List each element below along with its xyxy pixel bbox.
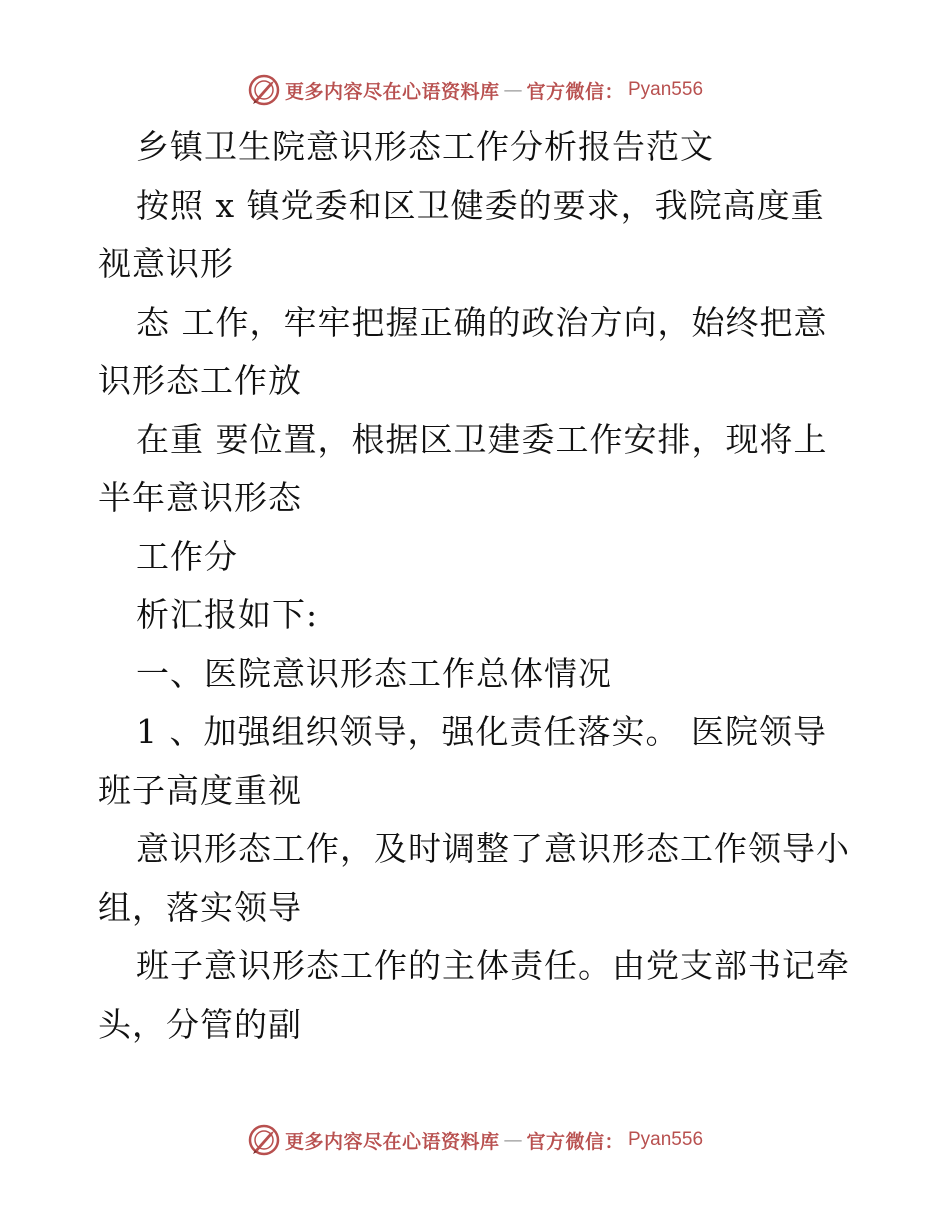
- paragraph-line: 按照 x 镇党委和区卫健委的要求，我院高度重: [136, 185, 825, 225]
- watermark-label: 官方微信：: [526, 1130, 624, 1153]
- document-title: 乡镇卫生院意识形态工作分析报告范文: [136, 127, 714, 166]
- watermark-id: Pyan556: [628, 1129, 704, 1150]
- paragraph-line: 意识形态工作，及时调整了意识形态工作领导小: [136, 829, 850, 868]
- watermark-label: 官方微信：: [526, 80, 624, 103]
- paragraph-line: 态 工作，牢牢把握正确的政治方向，始终把意: [136, 302, 828, 342]
- watermark-id: Pyan556: [628, 79, 704, 100]
- paragraph-line: 在重 要位置，根据区卫建委工作安排，现将上: [136, 419, 828, 459]
- watermark-text: 更多内容尽在心语资料库: [284, 80, 500, 103]
- paragraph-line: 识形态工作放: [98, 361, 302, 400]
- quill-pen-logo-icon: [247, 73, 281, 107]
- paragraph-line: 视意识形: [98, 244, 234, 283]
- header-watermark: [0, 70, 950, 110]
- paragraph-line: 头，分管的副: [98, 1004, 302, 1044]
- section-heading: 一、医院意识形态工作总体情况: [136, 653, 612, 693]
- paragraph-line: 1 、加强组织领导，强化责任落实。 医院领导: [136, 712, 827, 751]
- paragraph-line: 班子高度重视: [98, 770, 302, 810]
- quill-pen-logo-icon: [247, 1123, 281, 1157]
- watermark-separator: —: [503, 1129, 523, 1151]
- paragraph-line: 组，落实领导: [98, 887, 302, 927]
- paragraph-line: 班子意识形态工作的主体责任。由党支部书记牵: [136, 946, 850, 985]
- paragraph-line: 工作分: [136, 536, 238, 576]
- paragraph-line: 析汇报如下:: [136, 595, 319, 634]
- paragraph-line: 半年意识形态: [98, 478, 302, 517]
- footer-watermark: [0, 1120, 950, 1160]
- document-body: [98, 118, 858, 1054]
- watermark-separator: —: [503, 79, 523, 101]
- watermark-text: 更多内容尽在心语资料库: [284, 1130, 500, 1153]
